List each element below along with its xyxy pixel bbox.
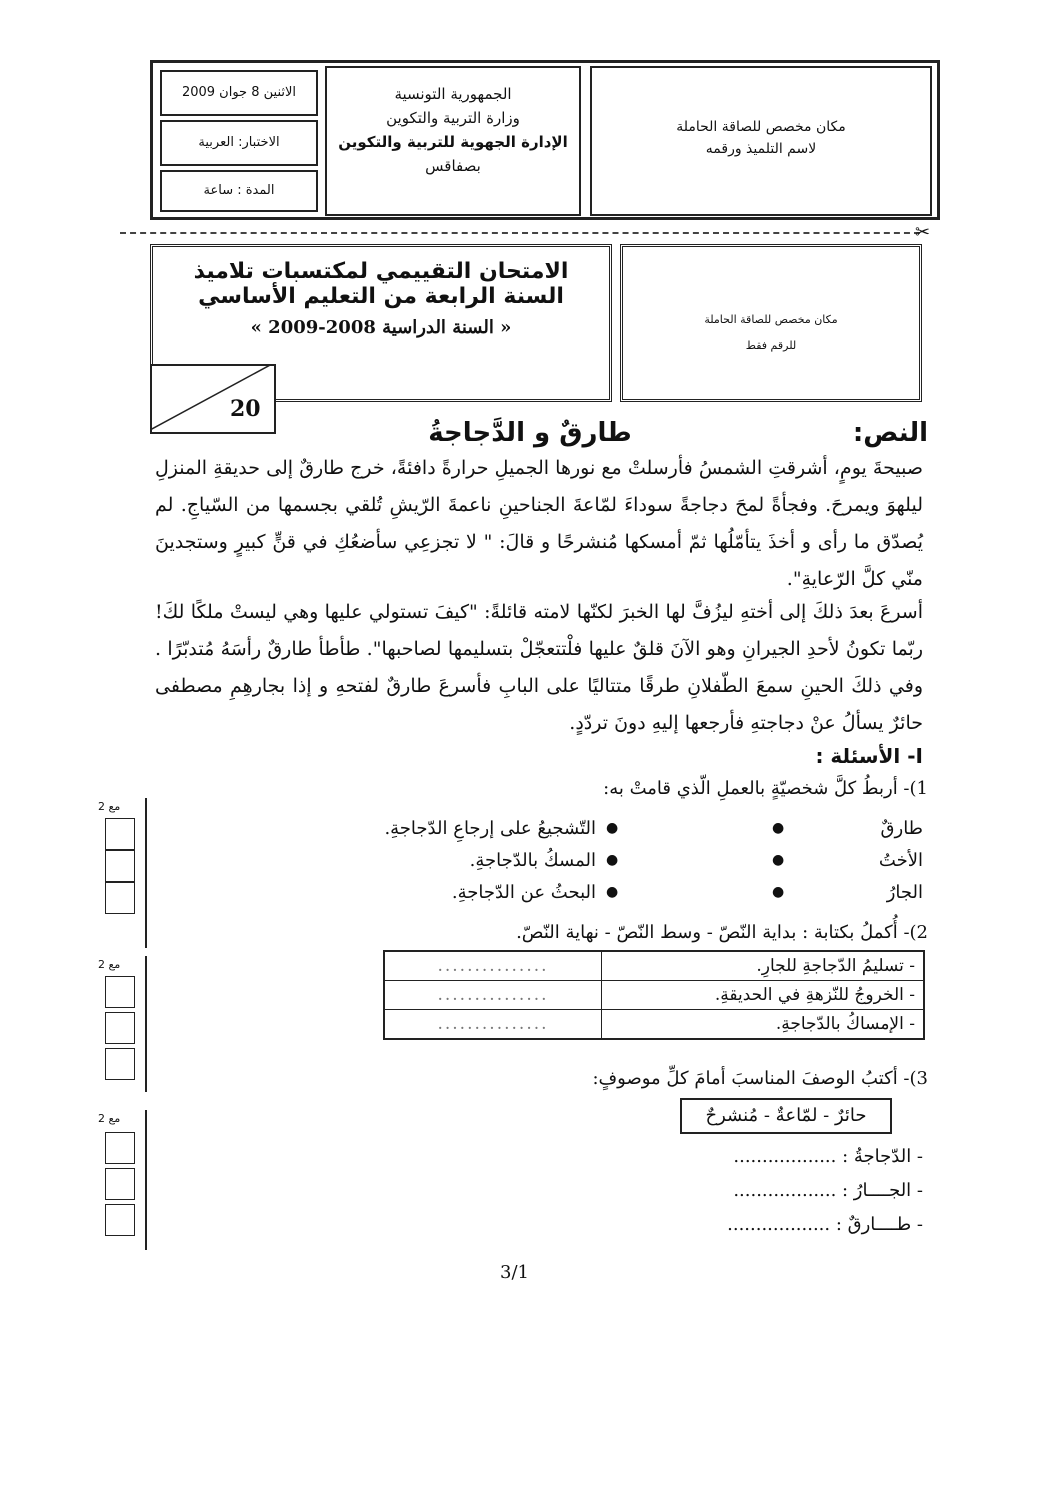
grading-label: مع 2 bbox=[98, 800, 121, 813]
table-cell-event: - الخروجُ للنّزهةِ في الحديقةِ. bbox=[602, 981, 925, 1010]
grading-label: مع 2 bbox=[98, 958, 121, 971]
margin-bracket bbox=[145, 1110, 150, 1250]
story-paragraph: صبيحةَ يومٍ، أشرقتِ الشمسُ فأرسلتْ مع نورها الجميلِ حرارةً دافئةً، خرج طارقٌ إلى حديقةِ المنزلِ ليلهوَ ويمرحَ. وفجأةً لمحَ دجاجةً سوداءَ لمّاعةَ الجناحينِ ناعمةَ الرّيشِ تُلقي بجسمها من السّياجِ. لم يُصدّق ما رأى و أخذَ يتأمّلُها ثمّ أمسكها مُنشرحًا و قالَ: " لا تجزعِي سأضعُكِ في قنٍّ كبيرٍ وستجدينَ منّي كلَّ الرّعايةِ". bbox=[155, 457, 923, 590]
character-name: طارقٌ bbox=[880, 818, 923, 839]
action-text: التّشجيعُ على إرجاعِ الدّجاجةِ. bbox=[384, 818, 596, 839]
school-year: « السنة الدراسية 2008-2009 » bbox=[250, 317, 512, 338]
exam-title-line: السنة الرابعة من التعليم الأساسي bbox=[198, 284, 564, 309]
character-name: الجارُ bbox=[886, 882, 923, 903]
code-line: للرقم فقط bbox=[745, 339, 797, 352]
exam-subject-text: الاختبار: العربية bbox=[198, 135, 280, 150]
exam-date bbox=[160, 70, 318, 116]
score-max: 20 bbox=[230, 396, 261, 422]
fill-line[interactable]: - الجــــارُ : .................. bbox=[733, 1180, 923, 1201]
code-label-area bbox=[620, 244, 922, 402]
question-2: 2)- أُكملُ بكتابة : بداية النّصّ - وسط النّصّ - نهاية النّصّ. bbox=[516, 922, 928, 943]
grading-cell[interactable] bbox=[105, 1168, 135, 1200]
grading-cell[interactable] bbox=[105, 850, 135, 882]
ministry-line: الجمهورية التونسية bbox=[394, 85, 512, 103]
question-1: 1)- أربطُ كلَّ شخصيّةٍ بالعملِ الّذي قامتْ به: bbox=[603, 778, 928, 799]
table-cell-answer[interactable]: ............... bbox=[384, 1010, 602, 1040]
grading-cell[interactable] bbox=[105, 882, 135, 914]
sequence-table bbox=[383, 950, 925, 1040]
match-dot[interactable]: ● bbox=[772, 884, 785, 900]
table-cell-event: - الإمساكُ بالدّجاجةِ. bbox=[602, 1010, 925, 1040]
fill-line[interactable]: - طــــارقٌ : .................. bbox=[727, 1214, 923, 1235]
grading-cell[interactable] bbox=[105, 1048, 135, 1080]
exam-title-line: الامتحان التقييمي لمكتسبات تلاميذ bbox=[193, 259, 569, 284]
table-row bbox=[384, 981, 924, 1010]
grading-cell[interactable] bbox=[105, 1132, 135, 1164]
table-row bbox=[384, 1010, 924, 1040]
exam-duration-text: المدة : ساعة bbox=[203, 183, 275, 198]
story-title: طارقٌ و الدَّجاجةُ bbox=[428, 418, 632, 448]
scissors-icon: ✂ bbox=[915, 222, 931, 243]
ministry-line: وزارة التربية والتكوين bbox=[386, 109, 520, 127]
grading-label: مع 2 bbox=[98, 1112, 121, 1125]
stamp-line: لاسم التلميذ ورقمه bbox=[705, 141, 817, 157]
questions-title: I- الأسئلة : bbox=[815, 744, 923, 768]
ministry-block bbox=[325, 66, 581, 216]
grading-cell[interactable] bbox=[105, 818, 135, 850]
table-cell-event: - تسليمُ الدّجاجةِ للجارِ. bbox=[602, 951, 925, 981]
margin-bracket bbox=[145, 956, 150, 1092]
match-dot[interactable]: ● bbox=[772, 820, 785, 836]
student-label-area bbox=[590, 66, 932, 216]
table-row bbox=[384, 951, 924, 981]
exam-date-text: الاثنين 8 جوان 2009 bbox=[181, 85, 297, 100]
match-dot[interactable]: ● bbox=[772, 852, 785, 868]
ministry-line: الإدارة الجهوية للتربية والتكوين bbox=[338, 133, 568, 151]
match-dot[interactable]: ● bbox=[606, 884, 619, 900]
exam-duration bbox=[160, 170, 318, 212]
page-number: 3/1 bbox=[500, 1262, 529, 1283]
character-name: الأختُ bbox=[878, 850, 923, 871]
cut-line bbox=[120, 232, 920, 234]
match-dot[interactable]: ● bbox=[606, 852, 619, 868]
question-3: 3)- أكتبُ الوصفَ المناسبَ أمامَ كلِّ موصوفٍ: bbox=[592, 1068, 928, 1089]
story-paragraph: أسرعَ بعدَ ذلكَ إلى أختهِ ليزُفَّ لها الخبرَ لكنّها لامته قائلةً: "كيفَ تستولي عليها وهي ليستْ ملكًا لكَ! ربّما تكونُ لأحدِ الجيرانِ وهو الآنَ قلقٌ عليها فلْتتعجّلْ بتسليمها لصاحبها". طأطأ طارقٌ رأسَهُ مُتدبّرًا . وفي ذلكَ الحينِ سمعَ الطّفلانِ طرقًا متتاليًا على البابِ فأسرعَ طارقٌ لفتحهِ و إذا بجارهِمِ مصطفى حائرٌ يسألُ عنْ دجاجتهِ فأرجعها إليهِ دونَ تردّدٍ. bbox=[155, 601, 923, 734]
grading-cell[interactable] bbox=[105, 1204, 135, 1236]
grading-cell[interactable] bbox=[105, 976, 135, 1008]
word-bank: حائرٌ - لمّاعةٌ - مُنشرحٌ bbox=[680, 1098, 892, 1134]
stamp-line: مكان مخصص للصاقة الحاملة bbox=[676, 119, 846, 135]
ministry-line: بصفاقس bbox=[425, 157, 481, 175]
code-line: مكان مخصص للصاقة الحاملة bbox=[704, 313, 838, 326]
action-text: البحثُ عن الدّجاجةِ. bbox=[451, 882, 596, 903]
action-text: المسكُ بالدّجاجةِ. bbox=[469, 850, 596, 871]
table-cell-answer[interactable]: ............... bbox=[384, 981, 602, 1010]
table-cell-answer[interactable]: ............... bbox=[384, 951, 602, 981]
match-dot[interactable]: ● bbox=[606, 820, 619, 836]
grading-cell[interactable] bbox=[105, 1012, 135, 1044]
margin-bracket bbox=[145, 798, 150, 948]
text-label: النص: bbox=[852, 418, 928, 448]
fill-line[interactable]: - الدّجاجةُ : .................. bbox=[733, 1146, 923, 1167]
exam-subject bbox=[160, 120, 318, 166]
